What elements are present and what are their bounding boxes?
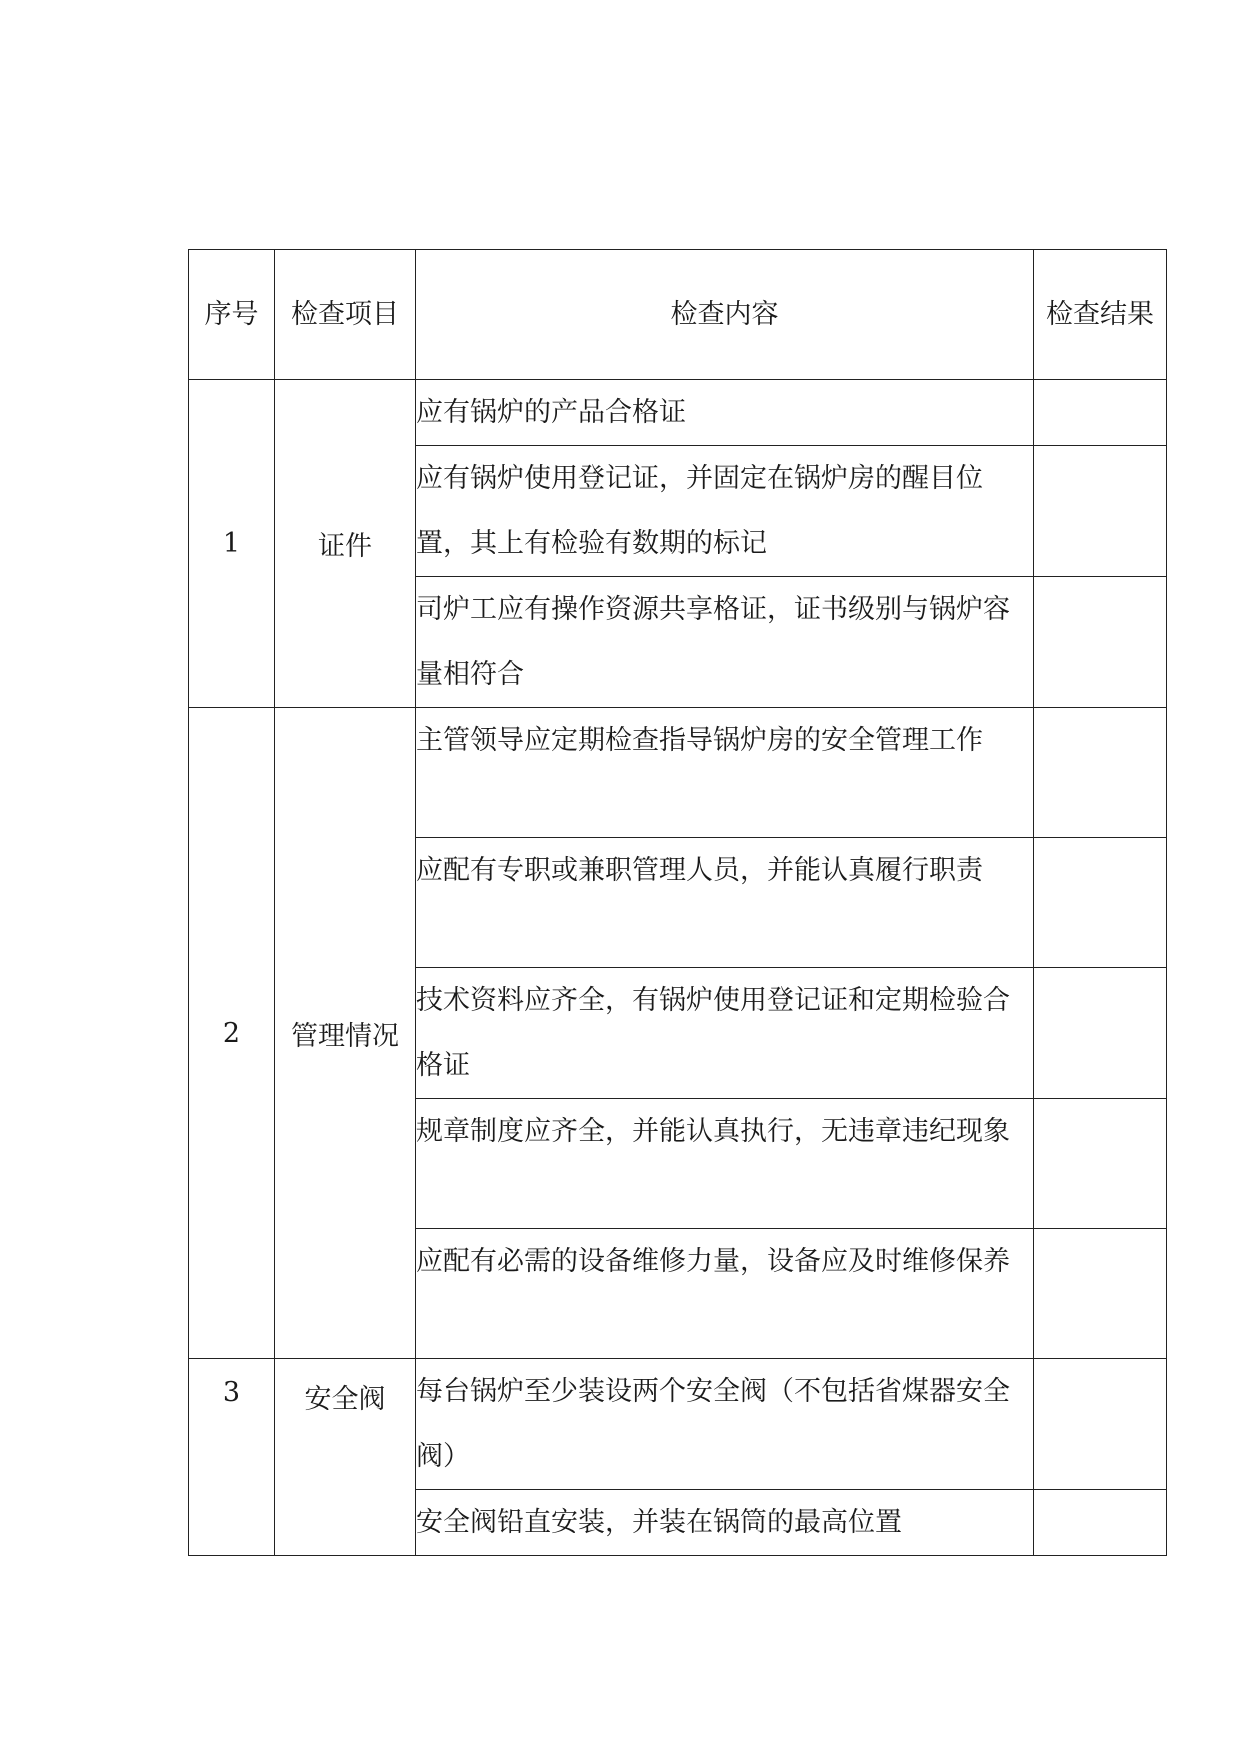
content-cell: 技术资料应齐全，有锅炉使用登记证和定期检验合格证 — [416, 968, 1034, 1099]
result-cell[interactable] — [1034, 1490, 1167, 1556]
content-cell: 规章制度应齐全，并能认真执行，无违章违纪现象 — [416, 1099, 1034, 1229]
content-cell: 应有锅炉的产品合格证 — [416, 380, 1034, 446]
content-cell: 主管领导应定期检查指导锅炉房的安全管理工作 — [416, 708, 1034, 838]
content-cell: 应有锅炉使用登记证，并固定在锅炉房的醒目位置，其上有检验有数期的标记 — [416, 446, 1034, 577]
content-cell: 应配有专职或兼职管理人员，并能认真履行职责 — [416, 838, 1034, 968]
header-content: 检查内容 — [416, 250, 1034, 380]
header-row — [189, 250, 1167, 380]
header-result: 检查结果 — [1034, 250, 1167, 380]
group-item: 证件 — [275, 380, 416, 708]
group-number: 1 — [189, 380, 275, 708]
result-cell[interactable] — [1034, 968, 1167, 1099]
group-item: 管理情况 — [275, 708, 416, 1359]
result-cell[interactable] — [1034, 577, 1167, 708]
inspection-table — [188, 249, 1167, 1556]
table-row — [189, 380, 1167, 446]
table-row — [189, 708, 1167, 838]
content-cell: 安全阀铅直安装，并装在锅筒的最高位置 — [416, 1490, 1034, 1556]
content-cell: 司炉工应有操作资源共享格证，证书级别与锅炉容量相符合 — [416, 577, 1034, 708]
header-item: 检查项目 — [275, 250, 416, 380]
result-cell[interactable] — [1034, 1359, 1167, 1490]
content-cell: 每台锅炉至少装设两个安全阀（不包括省煤器安全阀） — [416, 1359, 1034, 1490]
result-cell[interactable] — [1034, 1099, 1167, 1229]
result-cell[interactable] — [1034, 838, 1167, 968]
group-item: 安全阀 — [275, 1359, 416, 1556]
result-cell[interactable] — [1034, 708, 1167, 838]
result-cell[interactable] — [1034, 1229, 1167, 1359]
group-number: 3 — [189, 1359, 275, 1556]
result-cell[interactable] — [1034, 446, 1167, 577]
table-row — [189, 1359, 1167, 1490]
header-no: 序号 — [189, 250, 275, 380]
group-number: 2 — [189, 708, 275, 1359]
result-cell[interactable] — [1034, 380, 1167, 446]
content-cell: 应配有必需的设备维修力量，设备应及时维修保养 — [416, 1229, 1034, 1359]
